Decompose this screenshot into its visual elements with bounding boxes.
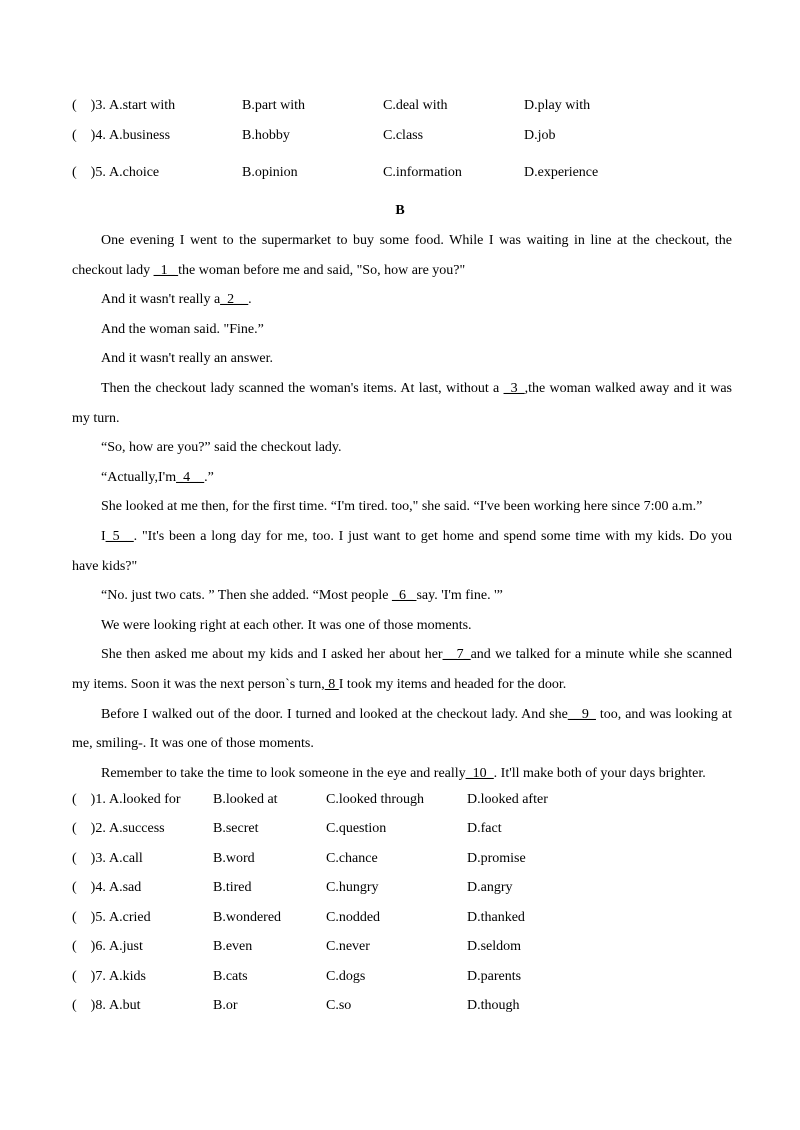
option-c: C.chance xyxy=(326,851,378,866)
question-number: ( )7. xyxy=(72,969,106,984)
option-b: B.tired xyxy=(213,880,252,895)
question-number: ( )5. xyxy=(72,165,106,180)
passage-paragraph: She looked at me then, for the first time. “I'm tired. too," she said. “I've been working here since 7:00 a.m.” xyxy=(101,499,703,515)
option-c: C.dogs xyxy=(326,969,366,984)
option-d: D.experience xyxy=(524,165,599,180)
option-b: B.cats xyxy=(213,969,248,984)
option-a: A.but xyxy=(109,998,141,1013)
passage-paragraph: And it wasn't really an answer. xyxy=(101,351,274,367)
passage-paragraph: Remember to take the time to look someone in the eye and really_10_. It'll make both of your days brighter. xyxy=(101,765,706,781)
option-b: B.hobby xyxy=(242,128,290,143)
option-a: A.cried xyxy=(109,910,151,925)
section-heading: B xyxy=(395,203,405,218)
blank-4: _4__ xyxy=(176,469,205,485)
blank-5: _5__ xyxy=(105,528,134,544)
option-b: B.wondered xyxy=(213,910,282,925)
passage-paragraph: And it wasn't really a_2__. xyxy=(101,292,252,308)
option-a: A.business xyxy=(109,128,171,143)
question-number: ( )5. xyxy=(72,910,106,925)
option-d: D.job xyxy=(524,128,556,143)
option-b: B.even xyxy=(213,939,253,954)
passage-paragraph: Before I walked out of the door. I turned and looked at the checkout lady. And she__9_ too, and was looking at me, smiling-. It was one of those moments. xyxy=(72,706,732,752)
option-d: D.thanked xyxy=(467,910,525,925)
option-c: C.deal with xyxy=(383,98,448,113)
blank-1: _1_ xyxy=(153,262,179,278)
question-number: ( )1. xyxy=(72,792,106,807)
passage-paragraph: Then the checkout lady scanned the woman's items. At last, without a _3_,the woman walked away and it was my turn. xyxy=(72,380,732,426)
option-a: A.success xyxy=(109,821,165,836)
question-number: ( )4. xyxy=(72,128,106,143)
option-d: D.looked after xyxy=(467,792,548,807)
question-number: ( )3. xyxy=(72,851,106,866)
question-number: ( )2. xyxy=(72,821,106,836)
option-c: C.hungry xyxy=(326,880,379,895)
option-c: C.information xyxy=(383,165,462,180)
question-number: ( )3. xyxy=(72,98,106,113)
passage-paragraph: “No. just two cats. ” Then she added. “Most people _6_ say. 'I'm fine. '” xyxy=(101,588,503,604)
option-a: A.start with xyxy=(109,98,176,113)
option-d: D.seldom xyxy=(467,939,522,954)
passage xyxy=(72,226,732,788)
blank-3: _3_ xyxy=(503,380,525,396)
passage-paragraph: And the woman said. "Fine.” xyxy=(101,321,264,337)
blank-9: __9_ xyxy=(567,706,596,722)
option-c: C.so xyxy=(326,998,352,1013)
option-d: D.fact xyxy=(467,821,502,836)
option-c: C.question xyxy=(326,821,387,836)
question-number: ( )4. xyxy=(72,880,106,895)
blank-6: _6_ xyxy=(391,588,417,604)
blank-2: _2__ xyxy=(220,292,249,308)
option-c: C.never xyxy=(326,939,370,954)
option-a: A.just xyxy=(109,939,143,954)
option-b: B.or xyxy=(213,998,238,1013)
passage-paragraph: “Actually,I'm_4__.” xyxy=(101,469,214,485)
option-b: B.opinion xyxy=(242,165,298,180)
passage-paragraph: We were looking right at each other. It was one of those moments. xyxy=(101,617,472,633)
option-b: B.part with xyxy=(242,98,305,113)
option-c: C.nodded xyxy=(326,910,381,925)
option-d: D.promise xyxy=(467,851,526,866)
option-d: D.though xyxy=(467,998,520,1013)
option-d: D.play with xyxy=(524,98,591,113)
option-b: B.looked at xyxy=(213,792,278,807)
option-b: B.word xyxy=(213,851,255,866)
passage-paragraph: One evening I went to the supermarket to buy some food. While I was waiting in line at the checkout, the checkout lady _1_ the woman before me and said, "So, how are you?" xyxy=(72,233,732,278)
option-b: B.secret xyxy=(213,821,259,836)
option-a: A.sad xyxy=(109,880,142,895)
blank-7: __7_ xyxy=(442,647,471,663)
option-a: A.call xyxy=(109,851,143,866)
option-d: D.parents xyxy=(467,969,522,984)
option-a: A.kids xyxy=(109,969,146,984)
option-d: D.angry xyxy=(467,880,513,895)
passage-paragraph: She then asked me about my kids and I asked her about her__7_and we talked for a minute while she scanned my items. Soon it was the next person`s turn, 8 I took my items and headed for the door. xyxy=(72,647,732,692)
blank-8: 8 xyxy=(324,676,339,692)
option-a: A.choice xyxy=(109,165,160,180)
blank-10: _10_ xyxy=(465,765,494,781)
option-a: A.looked for xyxy=(109,792,181,807)
option-c: C.looked through xyxy=(326,792,424,807)
question-number: ( )8. xyxy=(72,998,106,1013)
option-c: C.class xyxy=(383,128,424,143)
passage-paragraph: “So, how are you?” said the checkout lady. xyxy=(101,440,342,456)
question-number: ( )6. xyxy=(72,939,106,954)
passage-paragraph: I_5__. "It's been a long day for me, too. I just want to get home and spend some time with my kids. Do you have kids?" xyxy=(72,528,732,574)
